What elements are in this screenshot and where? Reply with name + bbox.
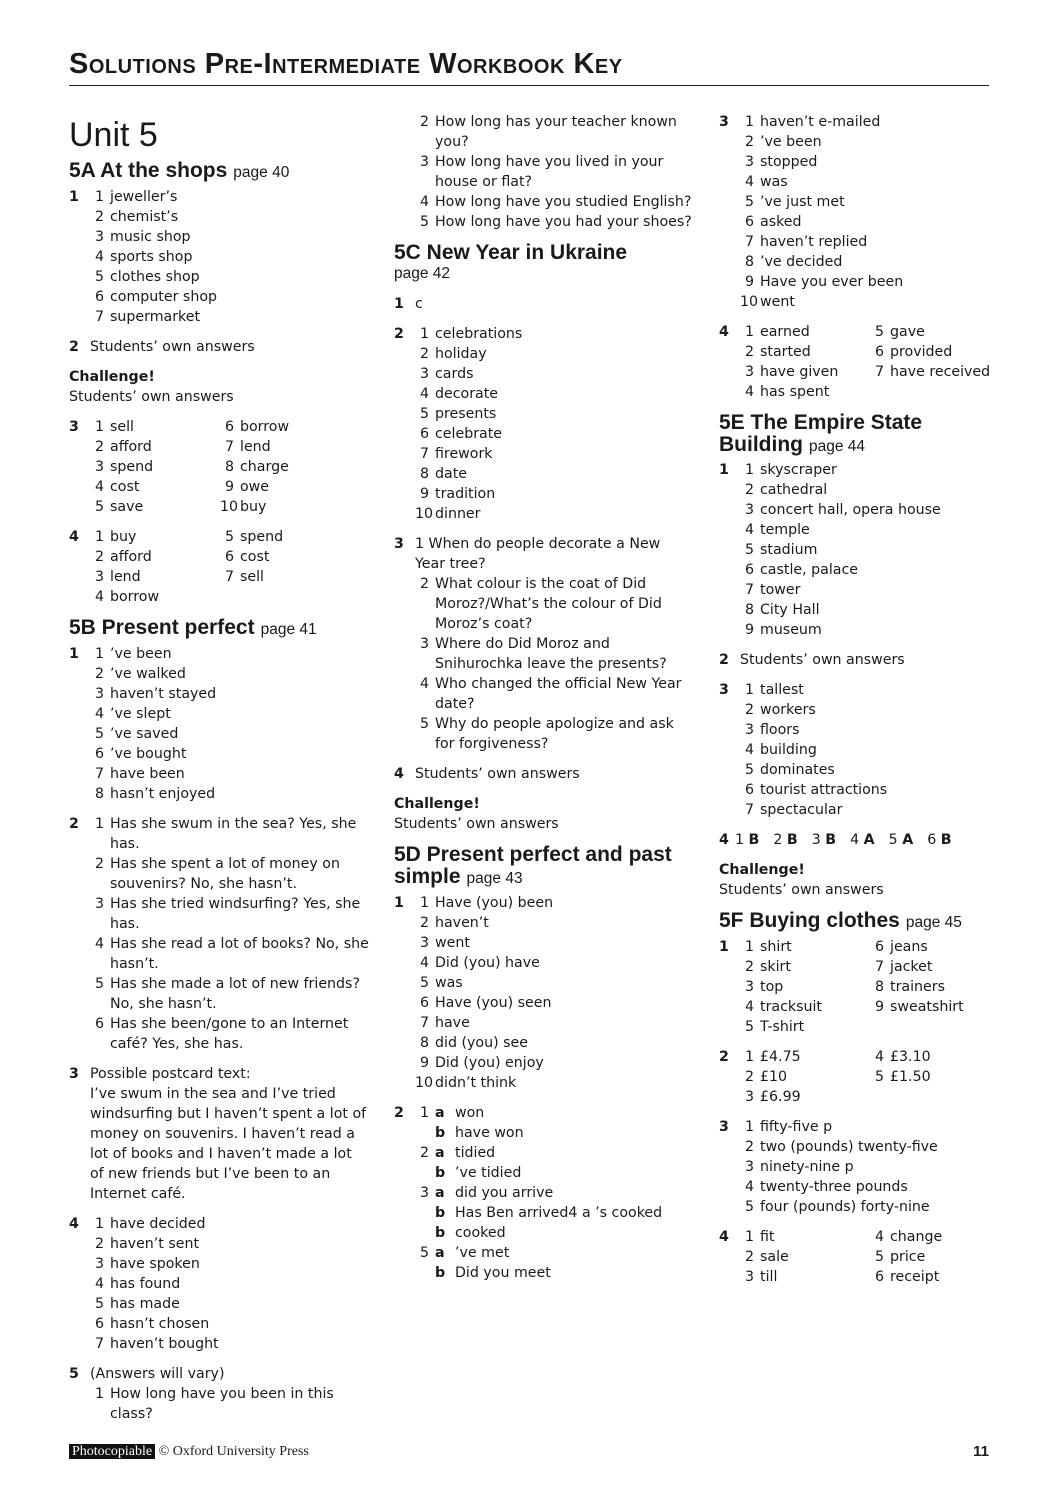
list-item: 4 Did (you) have <box>419 955 540 971</box>
list-item: 5 T-shirt <box>744 1019 805 1035</box>
exercise-5a-4: 4 1 buy 2 afford 3 lend 4 borrow 5 spend 6 cost 7 sell <box>69 529 284 605</box>
list-item: 1 a won <box>419 1105 485 1121</box>
list-item: 1 haven’t e-mailed <box>744 114 881 130</box>
list-item: 4 borrow <box>94 589 160 605</box>
list-item: 3 Has she tried windsurfing? Yes, she has. <box>94 896 361 932</box>
list-item: 1 skyscraper <box>744 462 837 478</box>
list-item: 2 ’ve walked <box>94 666 186 682</box>
exercise-5f-2: 2 1 £4.75 2 £10 3 £6.99 4 £3.10 5 £1.50 <box>719 1049 931 1105</box>
list-item: 2 afford <box>94 439 152 455</box>
list-item: 3 stopped <box>744 154 818 170</box>
list-item: 9 owe <box>224 479 270 495</box>
list-item: 6 provided <box>874 344 953 360</box>
list-item: 2 afford <box>94 549 152 565</box>
list-item: 1 Has she swum in the sea? Yes, she has. <box>94 816 357 852</box>
list-item: 10 buy <box>220 499 267 515</box>
list-item: 2 chemist’s <box>94 209 179 225</box>
page-footer <box>69 1442 989 1462</box>
column-2 <box>394 112 694 1293</box>
list-item: 3 lend <box>94 569 141 585</box>
list-item: 7 have received <box>874 364 991 380</box>
list-item: 4 was <box>744 174 788 190</box>
list-item: 10 went <box>740 294 795 310</box>
page-header <box>69 44 989 86</box>
list-item: 3 How long have you lived in your house or flat? <box>419 154 664 190</box>
list-item: 7 sell <box>224 569 265 585</box>
list-item: b cooked <box>435 1225 506 1241</box>
list-item: 7 firework <box>419 446 493 462</box>
list-item: 6 celebrate <box>419 426 503 442</box>
list-item: 7 supermarket <box>94 309 201 325</box>
list-item: 6 castle, palace <box>744 562 859 578</box>
list-item: 1 shirt <box>744 939 792 955</box>
list-item: 1 earned <box>744 324 810 340</box>
exercise-5b-5: 5 (Answers will vary) 1 How long have you been in this class? <box>69 1366 334 1422</box>
list-item: 9 Have you ever been <box>744 274 904 290</box>
list-item: 1 sell <box>94 419 135 435</box>
exercise-5b-1: 1 1 ’ve been 2 ’ve walked 3 haven’t stayed 4 ’ve slept 5 ’ve saved 6 ’ve bought 7 have been 8 hasn’t enjoyed <box>69 644 369 804</box>
list-item: 8 hasn’t enjoyed <box>94 786 216 802</box>
list-item: 3 haven’t stayed <box>94 686 217 702</box>
section-5d-heading: 5D Present perfect and past simple page 43 <box>394 843 672 888</box>
list-item: 4 change <box>874 1229 943 1245</box>
section-5b-heading: 5B Present perfect page 41 <box>69 616 317 639</box>
exercise-5a-3: 3 1 sell 2 afford 3 spend 4 cost 5 save 6 borrow 7 lend 8 charge 9 owe 10 buy <box>69 419 290 515</box>
section-5f-heading: 5F Buying clothes page 45 <box>719 909 962 932</box>
list-item: 8 date <box>419 466 467 482</box>
list-item: 1 £4.75 <box>744 1049 801 1065</box>
list-item: 2 cathedral <box>744 482 828 498</box>
list-item: 9 tradition <box>419 486 496 502</box>
list-item: 1 jeweller’s <box>94 189 178 205</box>
list-item: 3 till <box>744 1269 778 1285</box>
list-item: b ’ve tidied <box>435 1165 522 1181</box>
section-5c-page: page 42 <box>394 265 451 282</box>
list-item: 7 haven’t bought <box>94 1336 219 1352</box>
challenge-5a: Challenge! Students’ own answers <box>69 369 234 405</box>
list-item: 3 music shop <box>94 229 191 245</box>
list-item: 4 twenty-three pounds <box>744 1179 908 1195</box>
exercise-5c-2: 2 1 celebrations 2 holiday 3 cards 4 decorate 5 presents 6 celebrate 7 firework 8 date 9 tradition 10 dinner <box>394 324 694 524</box>
list-item: 4 cost <box>94 479 140 495</box>
list-item: 7 jacket <box>874 959 933 975</box>
exercise-5d-2: 2 1 a won b have won 2 a tidied b ’ve tidied 3 a did you arrive b Has Ben arrived4 a ’s cooked b cooked 5 a ’ve met b Did you meet <box>394 1103 694 1283</box>
list-item: 6 asked <box>744 214 802 230</box>
list-item: 6 receipt <box>874 1269 940 1285</box>
exercise-5d-4: 4 1 earned 2 started 3 have given 4 has spent 5 gave 6 provided 7 have received <box>719 324 991 400</box>
list-item: 5 presents <box>419 406 497 422</box>
list-item: 2 a tidied <box>419 1145 496 1161</box>
list-item: 1 ’ve been <box>94 646 172 662</box>
section-5c-heading: 5C New Year in Ukraine <box>394 241 628 264</box>
list-item: 2 holiday <box>419 346 487 362</box>
inline-answer: 1 B <box>735 832 760 848</box>
column-3 <box>719 112 1009 1297</box>
list-item: 3 a did you arrive <box>419 1185 554 1201</box>
list-item: 3 ninety-nine p <box>744 1159 854 1175</box>
list-item: 1 fifty-five p <box>744 1119 833 1135</box>
exercise-5a-2: 2 Students’ own answers <box>69 339 255 355</box>
list-item: 4 building <box>744 742 817 758</box>
list-item: 4 Has she read a lot of books? No, she hasn’t. <box>94 936 369 972</box>
list-item: 5 ’ve just met <box>744 194 845 210</box>
list-item: 6 computer shop <box>94 289 218 305</box>
list-item: 3 Where do Did Moroz and Snihurochka leave the presents? <box>419 636 667 672</box>
list-item: 1 buy <box>94 529 137 545</box>
inline-answer: 6 B <box>927 832 952 848</box>
list-item: 3 have given <box>744 364 839 380</box>
exercise-5b-3: 3 Possible postcard text: I’ve swum in the sea and I’ve tried windsurfing but I haven’t spent a lot of money on souvenirs. I haven’t read a lot of books and I haven’t made a lot of new friends but I’ve been to an Internet café. <box>69 1066 367 1202</box>
list-item: 4 £3.10 <box>874 1049 931 1065</box>
page-title: Solutions Pre-Intermediate Workbook Key <box>69 48 623 80</box>
list-item: 5 spend <box>224 529 284 545</box>
list-item: 8 City Hall <box>744 602 820 618</box>
inline-answer: 5 A <box>888 832 914 848</box>
list-item: 5 has made <box>94 1296 180 1312</box>
exercise-5b-2: 2 1 Has she swum in the sea? Yes, she has. 2 Has she spent a lot of money on souvenirs? No, she hasn’t. 3 Has she tried windsurfing? Yes, she has. 4 Has she read a lot of books? No, she hasn’t. 5 Has she made a lot of new friends? No, she hasn’t. 6 Has she been/gone to an Internet café? Yes, she has. <box>69 816 369 1052</box>
challenge-5c: Challenge! Students’ own answers <box>394 796 559 832</box>
list-item: 5 a ’ve met <box>419 1245 510 1261</box>
list-item: 6 cost <box>224 549 270 565</box>
list-item: 4 ’ve slept <box>94 706 171 722</box>
exercise-5f-4: 4 1 fit 2 sale 3 till 4 change 5 price 6 receipt <box>719 1229 943 1285</box>
list-item: b Did you meet <box>435 1265 551 1281</box>
page-number: 11 <box>973 1443 989 1460</box>
list-item: b Has Ben arrived4 a ’s cooked <box>435 1205 663 1221</box>
list-item: 4 has spent <box>744 384 830 400</box>
list-item: 5 price <box>874 1249 926 1265</box>
list-item: 5 £1.50 <box>874 1069 931 1085</box>
list-item: 5 Why do people apologize and ask for forgiveness? <box>419 716 674 752</box>
list-item: 5 clothes shop <box>94 269 200 285</box>
list-item: 2 Has she spent a lot of money on souvenirs? No, she hasn’t. <box>94 856 340 892</box>
list-item: 5 dominates <box>744 762 835 778</box>
list-item: 6 ’ve bought <box>94 746 187 762</box>
list-item: 2 two (pounds) twenty-five <box>744 1139 938 1155</box>
list-item: 3 concert hall, opera house <box>744 502 941 518</box>
exercise-5d-3: 3 1 haven’t e-mailed 2 ’ve been 3 stopped 4 was 5 ’ve just met 6 asked 7 haven’t replied 8 ’ve decided 9 Have you ever been 10 went <box>719 112 1009 312</box>
list-item: 6 jeans <box>874 939 928 955</box>
challenge-5e: Challenge! Students’ own answers <box>719 862 884 898</box>
list-item: 9 museum <box>744 622 822 638</box>
list-item: 5 stadium <box>744 542 818 558</box>
list-item: 1 celebrations <box>419 326 523 342</box>
list-item: 8 trainers <box>874 979 945 995</box>
exercise-5f-3: 3 1 fifty-five p 2 two (pounds) twenty-five 3 ninety-nine p 4 twenty-three pounds 5 four (pounds) forty-nine <box>719 1117 1009 1217</box>
column-1 <box>69 112 369 1434</box>
list-item: 6 hasn’t chosen <box>94 1316 210 1332</box>
list-item: 5 gave <box>874 324 925 340</box>
list-item: 8 did (you) see <box>419 1035 528 1051</box>
list-item: 5 four (pounds) forty-nine <box>744 1199 930 1215</box>
exercise-5e-1: 1 1 skyscraper 2 cathedral 3 concert hall, opera house 4 temple 5 stadium 6 castle, palace 7 tower 8 City Hall 9 museum <box>719 460 1009 640</box>
list-item: 5 was <box>419 975 463 991</box>
list-item: 6 borrow <box>224 419 290 435</box>
list-item: 3 £6.99 <box>744 1089 801 1105</box>
exercise-5b-5-continued <box>394 112 694 232</box>
list-item: 2 sale <box>744 1249 789 1265</box>
list-item: 5 ’ve saved <box>94 726 179 742</box>
list-item: 6 Have (you) seen <box>419 995 552 1011</box>
inline-answer: 4 A <box>850 832 875 848</box>
exercise-5c-3: 3 1 When do people decorate a New Year tree? 2 What colour is the coat of Did Moroz?/What’s the colour of Did Moroz’s coat? 3 Where do Did Moroz and Snihurochka leave the presents? 4 Who changed the official New Year date? 5 Why do people apologize and ask for forgiveness? <box>394 534 694 754</box>
list-item: 1 tallest <box>744 682 804 698</box>
list-item: 8 charge <box>224 459 289 475</box>
list-item: 3 went <box>419 935 470 951</box>
section-5e-heading: 5E The Empire State Building page 44 <box>719 411 923 456</box>
list-item: 7 have <box>419 1015 470 1031</box>
list-item: 2 started <box>744 344 811 360</box>
list-item: 4 decorate <box>419 386 499 402</box>
list-item: 7 haven’t replied <box>744 234 868 250</box>
list-item: 2 How long has your teacher known you? <box>419 114 677 150</box>
list-item: 4 Who changed the official New Year date? <box>419 676 682 712</box>
list-item: b have won <box>435 1125 524 1141</box>
list-item: 1 have decided <box>94 1216 206 1232</box>
inline-answer: 3 B <box>811 832 837 848</box>
list-item: 6 Has she been/gone to an Internet café? Yes, she has. <box>94 1016 349 1052</box>
list-item: 4 How long have you studied English? <box>419 194 692 210</box>
list-item: 3 floors <box>744 722 800 738</box>
list-item: 3 have spoken <box>94 1256 200 1272</box>
exercise-5e-4: 4 1 B 2 B 3 B 4 A 5 A 6 B <box>719 832 952 848</box>
exercise-5d-1: 1 1 Have (you) been 2 haven’t 3 went 4 Did (you) have 5 was 6 Have (you) seen 7 have 8 did (you) see 9 Did (you) enjoy 10 didn’t think <box>394 893 694 1093</box>
list-item: 9 Did (you) enjoy <box>419 1055 544 1071</box>
list-item: 2 ’ve been <box>744 134 822 150</box>
list-item: 2 What colour is the coat of Did Moroz?/What’s the colour of Did Moroz’s coat? <box>419 576 662 632</box>
section-5a-heading: 5A At the shops page 40 <box>69 159 290 182</box>
list-item: 2 £10 <box>744 1069 788 1085</box>
list-item: 2 haven’t sent <box>94 1236 200 1252</box>
list-item: 7 lend <box>224 439 271 455</box>
exercise-5c-4: 4 Students’ own answers <box>394 766 580 782</box>
photocopiable-label: Photocopiable <box>69 1444 155 1459</box>
inline-answer: 2 B <box>773 832 798 848</box>
list-item: 10 dinner <box>415 506 481 522</box>
list-item: 7 spectacular <box>744 802 843 818</box>
list-item: 10 didn’t think <box>415 1075 517 1091</box>
list-item: 3 cards <box>419 366 474 382</box>
list-item: 8 ’ve decided <box>744 254 843 270</box>
list-item: 2 workers <box>744 702 816 718</box>
list-item: 2 haven’t <box>419 915 489 931</box>
exercise-5a-1: 1 1 jeweller’s 2 chemist’s 3 music shop 4 sports shop 5 clothes shop 6 computer shop 7 supermarket <box>69 187 369 327</box>
exercise-5e-3: 3 1 tallest 2 workers 3 floors 4 building 5 dominates 6 tourist attractions 7 spectacular <box>719 680 1009 820</box>
list-item: 4 temple <box>744 522 810 538</box>
list-item: 1 fit <box>744 1229 775 1245</box>
copyright: © Oxford University Press <box>158 1444 309 1459</box>
list-item: 4 has found <box>94 1276 181 1292</box>
list-item: 9 sweatshirt <box>874 999 964 1015</box>
list-item: 4 tracksuit <box>744 999 822 1015</box>
list-item: 7 have been <box>94 766 185 782</box>
exercise-5f-1: 1 1 shirt 2 skirt 3 top 4 tracksuit 5 T-shirt 6 jeans 7 jacket 8 trainers 9 sweatshirt <box>719 939 964 1035</box>
list-item: 7 tower <box>744 582 801 598</box>
list-item: 5 How long have you had your shoes? <box>419 214 692 230</box>
list-item: 5 Has she made a lot of new friends? No, she hasn’t. <box>94 976 360 1012</box>
list-item: 2 skirt <box>744 959 791 975</box>
list-item: 6 tourist attractions <box>744 782 888 798</box>
list-item: 4 sports shop <box>94 249 193 265</box>
exercise-5b-4: 4 1 have decided 2 haven’t sent 3 have spoken 4 has found 5 has made 6 hasn’t chosen 7 haven’t bought <box>69 1214 369 1354</box>
exercise-5e-2: 2 Students’ own answers <box>719 652 905 668</box>
list-item: 3 spend <box>94 459 154 475</box>
list-item: 1 Have (you) been <box>419 895 554 911</box>
list-item: 5 save <box>94 499 144 515</box>
list-item: 3 top <box>744 979 784 995</box>
unit-title: Unit 5 <box>69 116 158 154</box>
exercise-5c-1: 1 c <box>394 296 423 312</box>
